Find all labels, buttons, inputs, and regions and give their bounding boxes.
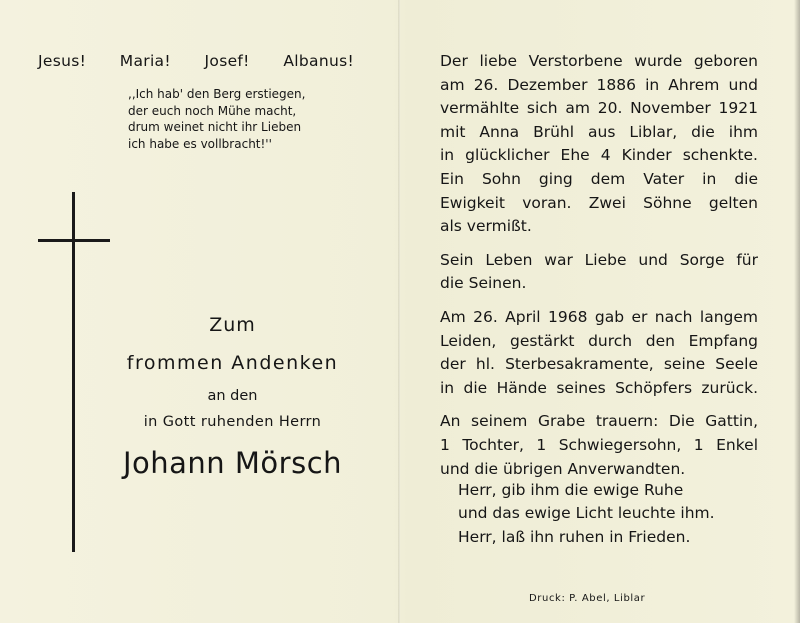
bio-line: Leiden, gestärkt durch den Empfang: [440, 331, 758, 350]
bio-line: vermählte sich am 20. November 1921: [440, 99, 758, 118]
bio-line: Am 26. April 1968 gab er nach langem: [440, 307, 758, 326]
saint-maria: Maria!: [119, 52, 171, 70]
poem-line: ,,Ich hab' den Berg erstiegen,: [128, 87, 306, 101]
bio-line: der hl. Sterbesakramente, seine Seele: [440, 355, 758, 374]
bio-line: 1 Tochter, 1 Schwiegersohn, 1 Enkel: [440, 435, 758, 454]
card-edge-shadow: [794, 0, 800, 623]
prayer-line: Herr, laß ihn ruhen in Frieden.: [458, 527, 691, 546]
bio-paragraph-mourners: [440, 410, 758, 481]
bio-line: in glücklicher Ehe 4 Kinder schenkte.: [440, 146, 758, 165]
bio-line: An seinem Grabe trauern: Die Gattin,: [440, 412, 758, 431]
prayer-line: und das ewige Licht leuchte ihm.: [458, 504, 715, 523]
bio-line: Ewigkeit voran. Zwei Söhne gelten: [440, 193, 758, 212]
bio-paragraph-life: [440, 249, 758, 296]
memorial-line-andenken: frommen Andenken: [126, 352, 339, 374]
saints-invocation: [38, 52, 354, 70]
cross-icon-vertical-bar: [72, 192, 75, 552]
bio-line: Der liebe Verstorbene wurde geboren: [440, 52, 758, 70]
bio-line: in die Hände seines Schöpfers zurück.: [440, 378, 758, 397]
poem-line: der euch noch Mühe macht,: [128, 103, 297, 118]
bio-line: und die übrigen Anverwandten.: [440, 459, 686, 478]
poem-line: drum weinet nicht ihr Lieben: [128, 120, 302, 134]
memorial-line-herrn: in Gott ruhenden Herrn: [143, 414, 322, 430]
memorial-line-an-den: an den: [207, 388, 258, 404]
printer-credit: Druck: P. Abel, Liblar: [529, 593, 646, 604]
prayer-line: Herr, gib ihm die ewige Ruhe: [458, 481, 684, 499]
memorial-line-zum: Zum: [209, 314, 256, 336]
bio-line: mit Anna Brühl aus Liblar, die ihm: [440, 122, 758, 141]
saint-jesus: Jesus!: [38, 52, 87, 70]
bio-paragraph-birth-marriage: [440, 50, 758, 239]
bio-paragraph-death: [440, 306, 758, 400]
bio-line: als vermißt.: [440, 217, 532, 236]
cross-icon-horizontal-bar: [38, 239, 110, 242]
bio-line: am 26. Dezember 1886 in Ahrem und: [440, 75, 758, 94]
biography: [440, 50, 758, 491]
bio-line: Ein Sohn ging dem Vater in die: [440, 169, 758, 188]
saint-albanus: Albanus!: [283, 52, 354, 70]
card-fold: [398, 0, 400, 623]
deceased-name: Johann Mörsch: [122, 446, 343, 480]
prayer: [458, 479, 748, 549]
poem-line: ich habe es vollbracht!'': [128, 136, 272, 151]
bio-line: die Seinen.: [440, 274, 527, 293]
bio-line: Sein Leben war Liebe und Sorge für: [440, 250, 758, 269]
saint-josef: Josef!: [204, 52, 250, 70]
poem-quote: [128, 86, 358, 152]
